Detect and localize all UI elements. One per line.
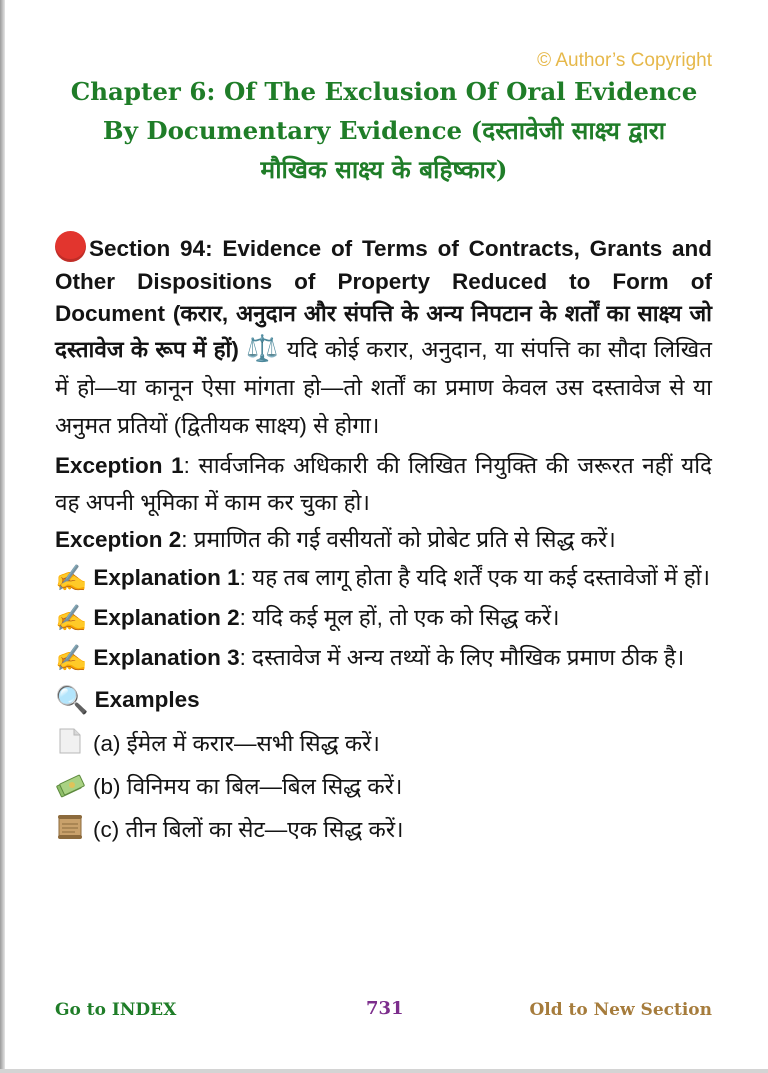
chapter-heading-line-2: By Documentary Evidence (दस्तावेजी साक्ष्य द्वारा xyxy=(102,116,666,145)
stop-sign-icon xyxy=(55,231,86,262)
page-left-edge xyxy=(0,0,5,1073)
writing-hand-icon: ✍️ xyxy=(55,602,88,633)
magnifying-glass-icon: 🔍 xyxy=(55,684,89,715)
example-a-text: (a) ईमेल में करार—सभी सिद्ध करें। xyxy=(93,730,380,756)
example-c-text: (c) तीन बिलों का सेट—एक सिद्ध करें। xyxy=(93,816,404,842)
footer xyxy=(55,998,712,1024)
exception-2-label: Exception 2 xyxy=(55,526,182,552)
example-a xyxy=(55,722,712,765)
explanation-1 xyxy=(55,558,712,598)
example-b-text: (b) विनिमय का बिल—बिल सिद्ध करें। xyxy=(93,773,403,799)
example-c xyxy=(55,808,712,851)
main-content xyxy=(55,231,712,851)
document-icon xyxy=(55,726,85,756)
copyright-notice: © Author’s Copyright xyxy=(537,50,712,71)
writing-hand-icon: ✍️ xyxy=(55,642,88,673)
chapter-heading xyxy=(40,72,728,189)
exception-1 xyxy=(55,447,712,521)
explanation-3 xyxy=(55,638,712,678)
explanation-2 xyxy=(55,598,712,638)
balance-scale-icon: ⚖️ xyxy=(246,332,280,363)
exception-2-text: : प्रमाणित की गई वसीयतों को प्रोबेट प्रति से सिद्ध करें। xyxy=(181,526,616,552)
writing-hand-icon: ✍️ xyxy=(55,562,88,593)
section-body: यदि कोई करार, अनुदान, या संपत्ति का सौदा लिखित में हो—या कानून ऐसा मांगता हो—तो शर्तों का प्रमाण केवल उस दस्तावेज से या अनुमत प्रतियों (द्वितीयक साक्ष्य) से होगा। xyxy=(55,336,713,438)
exception-1-label: Exception 1 xyxy=(55,452,184,478)
page-bottom-edge xyxy=(0,1069,768,1073)
explanation-2-label: Explanation 2 xyxy=(93,604,240,630)
go-to-index-link[interactable]: Go to INDEX xyxy=(55,1000,177,1020)
explanation-1-text: : यह तब लागू होता है यदि शर्तें एक या कई दस्तावेजों में हों। xyxy=(239,564,711,590)
examples-heading xyxy=(55,678,712,722)
explanation-1-label: Explanation 1 xyxy=(93,564,240,590)
explanation-2-text: : यदि कई मूल हों, तो एक को सिद्ध करें। xyxy=(239,604,560,630)
chapter-heading-line-3: मौखिक साक्ष्य के बहिष्कार) xyxy=(260,155,508,184)
section-title: Section 94: Evidence of Terms of Contracts, Grants and Other Dispositions of Property Reduced to Form of Document (करार, अनुदान और संपत्ति के अन्य निपटान के शर्तों का साक्ष्य जो दस्तावेज के रूप में हों) xyxy=(55,236,712,362)
chapter-heading-line-1: Chapter 6: Of The Exclusion Of Oral Evidence xyxy=(70,77,698,106)
money-bill-icon xyxy=(55,769,85,799)
explanation-3-text: : दस्तावेज में अन्य तथ्यों के लिए मौखिक प्रमाण ठीक है। xyxy=(239,644,685,670)
old-to-new-section-link[interactable]: Old to New Section xyxy=(529,1000,712,1020)
explanation-3-label: Explanation 3 xyxy=(93,644,240,670)
exception-1-text: : सार्वजनिक अधिकारी की लिखित नियुक्ति की जरूरत नहीं यदि वह अपनी भूमिका में काम कर चुका हो। xyxy=(55,452,712,515)
example-b xyxy=(55,765,712,808)
page-number: 731 xyxy=(366,998,404,1019)
scroll-icon xyxy=(55,812,85,842)
examples-title: Examples xyxy=(94,686,200,712)
exception-2 xyxy=(55,521,712,558)
section-paragraph xyxy=(55,231,712,445)
